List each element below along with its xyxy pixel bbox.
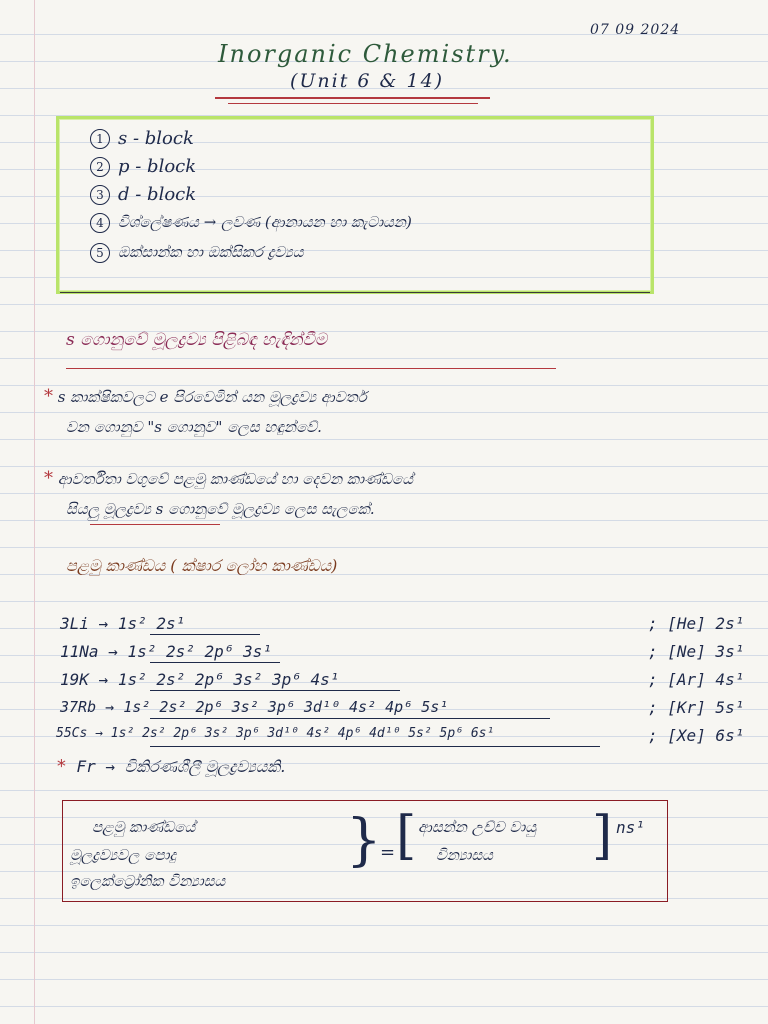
config-row-rb xyxy=(60,698,448,716)
element-symbol: Fr xyxy=(76,757,96,776)
electron-config: 1s² 2s² 2p⁶ 3s¹ xyxy=(127,642,272,661)
short-config-rb: ; [Kr] 5s¹ xyxy=(648,698,745,717)
summary-right-2: වින්‍යාසය xyxy=(436,846,493,864)
config-underline xyxy=(150,634,260,635)
date: 07 09 2024 xyxy=(590,22,681,38)
margin-line xyxy=(34,0,35,1024)
section-heading-underline xyxy=(66,368,556,369)
contents-item-4 xyxy=(90,213,412,233)
element-symbol: 55Cs xyxy=(56,726,88,741)
config-row-cs xyxy=(56,726,494,741)
item-number-4: 4 xyxy=(90,213,110,233)
config-underline xyxy=(150,690,400,691)
item-number-3: 3 xyxy=(90,185,110,205)
contents-item-3 xyxy=(90,184,196,205)
star-icon: * xyxy=(56,756,67,777)
short-config-li: ; [He] 2s¹ xyxy=(648,614,745,633)
section-heading: s ගොනුවේ මූලද්‍රව්‍ය පිළිබඳ හැඳින්වීම xyxy=(66,330,328,350)
electron-config: 1s² 2s² 2p⁶ 3s² 3p⁶ 4s¹ xyxy=(117,670,340,689)
page-title: Inorganic Chemistry. xyxy=(218,40,513,68)
star-icon: * xyxy=(44,468,53,489)
fr-note: විකිරණශීලී මූලද්‍රව්‍යයකි. xyxy=(124,757,286,776)
contents-item-1 xyxy=(90,128,194,149)
short-config-na: ; [Ne] 3s¹ xyxy=(648,642,745,661)
element-symbol: 19K xyxy=(60,670,89,689)
arrow-icon: → xyxy=(98,614,109,633)
arrow-icon: → xyxy=(95,726,103,741)
element-symbol: 3Li xyxy=(60,614,89,633)
contents-label-2: p - block xyxy=(118,156,197,177)
contents-label-4: විශ්ලේෂණය → ලවණ (ආනායන හා කැටායන) xyxy=(118,213,412,231)
note-2-line-2: සියලු මූලද්‍රව්‍ය s ගොනුවේ මූලද්‍රව්‍ය ලෙස සැලකේ. xyxy=(66,500,375,518)
electron-config: 1s² 2s¹ xyxy=(117,614,186,633)
title-underline-2 xyxy=(228,103,478,104)
arrow-icon: → xyxy=(105,698,115,716)
element-symbol: 11Na xyxy=(60,642,99,661)
star-icon: * xyxy=(44,386,53,407)
item-number-1: 1 xyxy=(90,129,110,149)
brace-icon: } xyxy=(346,808,382,873)
contents-label-1: s - block xyxy=(118,128,194,149)
note-2-line-1 xyxy=(44,468,413,489)
contents-item-2 xyxy=(90,156,196,177)
config-row-fr xyxy=(56,756,285,777)
arrow-icon: → xyxy=(98,670,109,689)
config-underline xyxy=(150,718,550,719)
config-underline xyxy=(150,746,600,747)
summary-equals: = xyxy=(380,842,396,863)
electron-config: 1s² 2s² 2p⁶ 3s² 3p⁶ 3d¹⁰ 4s² 4p⁶ 4d¹⁰ 5s² 5p⁶ 6s¹ xyxy=(110,726,495,741)
element-symbol: 37Rb xyxy=(60,698,97,716)
short-config-cs: ; [Xe] 6s¹ xyxy=(648,726,745,745)
config-row-li xyxy=(60,614,185,633)
arrow-icon: → xyxy=(105,757,116,776)
config-underline xyxy=(150,662,280,663)
note-1-line-2: වන ගොනුව "s ගොනුව" ලෙස හඳුන්වේ. xyxy=(66,418,322,436)
page-subtitle: (Unit 6 & 14) xyxy=(290,70,445,92)
contents-label-5: ඔක්සාන්ක හා ඔක්සිකර ද්‍රව්‍යය xyxy=(118,243,304,261)
contents-box-underline xyxy=(60,292,650,293)
summary-right-1: ආසන්න උච්ච වායු xyxy=(418,818,537,836)
arrow-icon: → xyxy=(108,642,118,661)
config-row-na xyxy=(60,642,272,661)
item-number-2: 2 xyxy=(90,157,110,177)
contents-item-5 xyxy=(90,243,303,263)
right-bracket-icon: ] xyxy=(592,806,613,866)
summary-left-2: මූලද්‍රව්‍යවල පොදු xyxy=(70,846,177,864)
title-underline xyxy=(215,97,490,99)
note-1-line-1 xyxy=(44,386,367,407)
summary-left-1: පළමු කාණ්ඩයේ xyxy=(92,818,196,836)
note-1-text-1: s කාක්ෂිකවලට e පිරවෙමින් යන මූලද්‍රව්‍ය ආවර්ත xyxy=(57,388,367,406)
short-config-k: ; [Ar] 4s¹ xyxy=(648,670,745,689)
summary-suffix: ns¹ xyxy=(616,818,645,837)
note-2-underline xyxy=(90,524,220,525)
contents-label-3: d - block xyxy=(118,184,197,205)
group-heading: පළමු කාණ්ඩය ( ක්ෂාර ලෝහ කාණ්ඩය) xyxy=(66,556,338,575)
config-row-k xyxy=(60,670,339,689)
electron-config: 1s² 2s² 2p⁶ 3s² 3p⁶ 3d¹⁰ 4s² 4p⁶ 5s¹ xyxy=(123,698,449,716)
item-number-5: 5 xyxy=(90,243,110,263)
summary-left-3: ඉලෙක්ට්‍රෝනික වින්‍යාසය xyxy=(70,872,226,890)
left-bracket-icon: [ xyxy=(396,806,417,866)
note-2-text-1: ආවර්තිතා වගුවේ පළමු කාණ්ඩයේ හා දෙවන කාණ්ඩයේ xyxy=(57,470,413,488)
